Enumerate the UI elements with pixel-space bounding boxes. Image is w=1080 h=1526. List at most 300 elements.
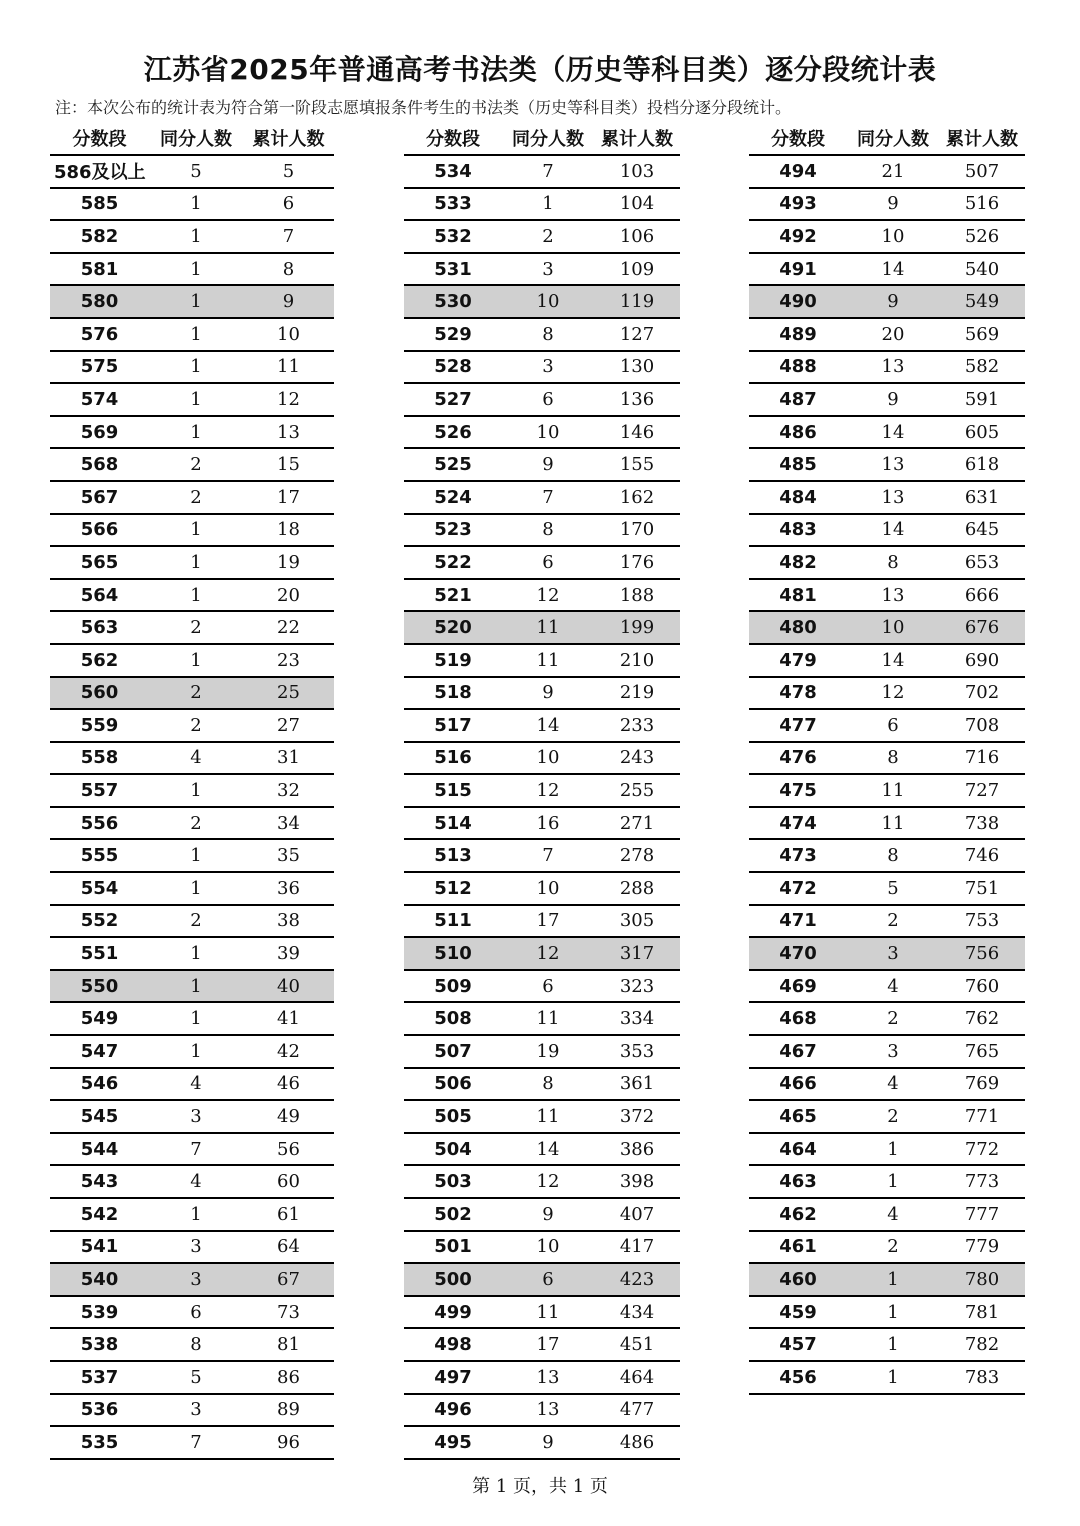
cumulative-cell: 23: [277, 649, 300, 671]
cumulative-cell: 727: [964, 780, 1000, 802]
table-row: [404, 286, 680, 319]
score-table-2: [404, 122, 680, 1460]
cumulative-cell: 5: [282, 160, 295, 182]
score-cell: 512: [434, 877, 472, 899]
score-cell: 502: [434, 1203, 472, 1225]
score-cell: 473: [779, 845, 817, 867]
table-row: [50, 580, 334, 613]
same-count-cell: 13: [881, 454, 905, 476]
table-row: [404, 1264, 680, 1297]
table-row: [50, 1036, 334, 1069]
table-header: [749, 122, 1025, 156]
score-cell: 491: [779, 258, 817, 280]
score-cell: 533: [434, 193, 472, 215]
table-row: [749, 743, 1025, 776]
score-cell: 505: [434, 1106, 472, 1128]
score-cell: 466: [779, 1073, 817, 1095]
cumulative-cell: 417: [619, 1236, 655, 1258]
same-count-cell: 1: [190, 1008, 202, 1030]
table-row: [404, 906, 680, 939]
same-count-cell: 3: [190, 1399, 202, 1421]
score-cell: 487: [779, 388, 817, 410]
table-row: [404, 1003, 680, 1036]
cumulative-cell: 769: [964, 1073, 1000, 1095]
cumulative-cell: 39: [277, 943, 300, 965]
cumulative-cell: 760: [964, 975, 1000, 997]
score-cell: 581: [80, 258, 119, 280]
score-cell: 563: [80, 617, 119, 639]
same-count-cell: 6: [542, 975, 554, 997]
table-row: [50, 710, 334, 743]
table-row: [404, 1297, 680, 1330]
cumulative-cell: 746: [964, 845, 1000, 867]
table-row: [749, 1199, 1025, 1232]
table-row: [404, 1232, 680, 1265]
table-row: [50, 906, 334, 939]
same-count-cell: 1: [190, 584, 202, 606]
header-same-count: 同分人数: [512, 129, 584, 150]
header-same-count: 同分人数: [159, 129, 232, 150]
table-row: [50, 938, 334, 971]
score-cell: 576: [80, 323, 119, 345]
same-count-cell: 2: [887, 1236, 899, 1258]
cumulative-cell: 569: [964, 323, 1000, 345]
table-row: [749, 1362, 1025, 1395]
same-count-cell: 1: [887, 1268, 899, 1290]
same-count-cell: 1: [190, 975, 202, 997]
score-cell: 568: [80, 454, 119, 476]
score-cell: 495: [434, 1431, 472, 1453]
cumulative-cell: 38: [277, 910, 300, 932]
cumulative-cell: 8: [282, 258, 295, 280]
same-count-cell: 4: [887, 1203, 899, 1225]
cumulative-cell: 386: [619, 1138, 655, 1160]
same-count-cell: 12: [536, 1171, 560, 1193]
cumulative-cell: 631: [964, 486, 1000, 508]
table-row: [50, 1232, 334, 1265]
table-row: [749, 906, 1025, 939]
cumulative-cell: 188: [619, 584, 655, 606]
same-count-cell: 3: [542, 356, 554, 378]
table-row: [404, 1134, 680, 1167]
same-count-cell: 10: [881, 225, 905, 247]
score-cell: 562: [80, 649, 119, 671]
same-count-cell: 6: [542, 1268, 554, 1290]
same-count-cell: 14: [881, 649, 905, 671]
same-count-cell: 8: [190, 1334, 202, 1356]
cumulative-cell: 27: [277, 714, 300, 736]
table-row: [749, 417, 1025, 450]
cumulative-cell: 407: [619, 1203, 655, 1225]
table-row: [50, 221, 334, 254]
cumulative-cell: 676: [964, 617, 1000, 639]
score-cell: 459: [779, 1301, 817, 1323]
score-cell: 479: [779, 649, 817, 671]
table-row: [404, 678, 680, 711]
table-row: [749, 1036, 1025, 1069]
cumulative-cell: 61: [277, 1203, 300, 1225]
table-row: [50, 775, 334, 808]
table-row: [749, 678, 1025, 711]
cumulative-cell: 540: [964, 258, 1000, 280]
score-cell: 574: [80, 388, 119, 410]
table-row: [749, 189, 1025, 222]
header-cumulative: 累计人数: [601, 129, 673, 150]
cumulative-cell: 772: [964, 1138, 1000, 1160]
same-count-cell: 2: [190, 682, 202, 704]
cumulative-cell: 64: [277, 1236, 300, 1258]
header-cumulative: 累计人数: [252, 129, 325, 150]
score-cell: 477: [779, 714, 817, 736]
score-cell: 490: [779, 291, 817, 313]
same-count-cell: 5: [190, 160, 202, 182]
cumulative-cell: 361: [619, 1073, 655, 1095]
same-count-cell: 1: [887, 1171, 899, 1193]
cumulative-cell: 109: [619, 258, 655, 280]
score-cell: 503: [434, 1171, 472, 1193]
table-row: [50, 156, 334, 189]
cumulative-cell: 507: [964, 160, 1000, 182]
same-count-cell: 1: [190, 845, 202, 867]
score-cell: 551: [80, 943, 119, 965]
table-row: [50, 319, 334, 352]
score-cell: 493: [779, 193, 817, 215]
table-row: [50, 1427, 334, 1460]
same-count-cell: 4: [887, 1073, 899, 1095]
cumulative-cell: 233: [619, 714, 655, 736]
same-count-cell: 12: [881, 682, 905, 704]
cumulative-cell: 41: [277, 1008, 300, 1030]
table-row: [50, 1297, 334, 1330]
cumulative-cell: 36: [277, 877, 300, 899]
cumulative-cell: 20: [277, 584, 300, 606]
cumulative-cell: 34: [277, 812, 300, 834]
same-count-cell: 1: [887, 1301, 899, 1323]
table-row: [749, 1232, 1025, 1265]
cumulative-cell: 103: [619, 160, 655, 182]
score-cell: 520: [434, 617, 472, 639]
same-count-cell: 8: [887, 747, 899, 769]
same-count-cell: 1: [190, 291, 202, 313]
same-count-cell: 7: [542, 486, 554, 508]
header-score: 分数段: [426, 129, 480, 150]
cumulative-cell: 32: [277, 780, 300, 802]
table-row: [404, 1329, 680, 1362]
same-count-cell: 12: [536, 780, 560, 802]
cumulative-cell: 15: [277, 454, 300, 476]
cumulative-cell: 86: [277, 1366, 300, 1388]
same-count-cell: 8: [542, 519, 554, 541]
table-row: [404, 1395, 680, 1428]
same-count-cell: 7: [542, 160, 554, 182]
table-row: [50, 1166, 334, 1199]
cumulative-cell: 17: [277, 486, 300, 508]
score-cell: 524: [434, 486, 472, 508]
table-row: [749, 710, 1025, 743]
cumulative-cell: 170: [619, 519, 655, 541]
cumulative-cell: 127: [619, 323, 655, 345]
same-count-cell: 2: [190, 617, 202, 639]
table-row: [50, 971, 334, 1004]
same-count-cell: 21: [881, 160, 905, 182]
table-row: [749, 612, 1025, 645]
table-row: [404, 743, 680, 776]
score-cell: 456: [779, 1366, 817, 1388]
same-count-cell: 14: [536, 1138, 560, 1160]
cumulative-cell: 49: [277, 1106, 300, 1128]
score-cell: 575: [80, 356, 119, 378]
cumulative-cell: 708: [964, 714, 1000, 736]
table-header: [404, 122, 680, 156]
score-cell: 467: [779, 1040, 817, 1062]
table-row: [50, 840, 334, 873]
table-row: [404, 840, 680, 873]
table-row: [404, 971, 680, 1004]
same-count-cell: 9: [542, 682, 554, 704]
table-row: [749, 808, 1025, 841]
cumulative-cell: 605: [964, 421, 1000, 443]
table-row: [749, 319, 1025, 352]
cumulative-cell: 119: [619, 291, 655, 313]
same-count-cell: 6: [190, 1301, 202, 1323]
header-score: 分数段: [771, 129, 825, 150]
score-cell: 514: [434, 812, 472, 834]
score-cell: 522: [434, 551, 472, 573]
cumulative-cell: 130: [619, 356, 655, 378]
cumulative-cell: 702: [964, 682, 1000, 704]
cumulative-cell: 305: [619, 910, 655, 932]
table-row: [50, 1069, 334, 1102]
table-note: 注：本次公布的统计表为符合第一阶段志愿填报条件考生的书法类（历史等科目类）投档分逐分段统计。: [55, 98, 792, 117]
cumulative-cell: 690: [964, 649, 1000, 671]
cumulative-cell: 756: [964, 943, 1000, 965]
same-count-cell: 4: [190, 747, 202, 769]
cumulative-cell: 738: [964, 812, 1000, 834]
same-count-cell: 3: [190, 1268, 202, 1290]
cumulative-cell: 12: [277, 388, 300, 410]
cumulative-cell: 10: [277, 323, 300, 345]
table-row: [50, 1264, 334, 1297]
cumulative-cell: 765: [964, 1040, 1000, 1062]
score-cell: 525: [434, 454, 472, 476]
cumulative-cell: 773: [964, 1171, 1000, 1193]
cumulative-cell: 199: [619, 617, 655, 639]
same-count-cell: 1: [190, 551, 202, 573]
table-row: [404, 1101, 680, 1134]
table-row: [50, 612, 334, 645]
same-count-cell: 8: [887, 845, 899, 867]
same-count-cell: 1: [190, 1203, 202, 1225]
same-count-cell: 2: [887, 1008, 899, 1030]
cumulative-cell: 60: [277, 1171, 300, 1193]
table-row: [50, 1199, 334, 1232]
score-cell: 513: [434, 845, 472, 867]
score-cell: 580: [80, 291, 119, 313]
table-row: [404, 775, 680, 808]
score-cell: 567: [80, 486, 119, 508]
cumulative-cell: 288: [619, 877, 655, 899]
score-cell: 496: [434, 1399, 472, 1421]
score-cell: 521: [434, 584, 472, 606]
score-cell: 497: [434, 1366, 472, 1388]
table-row: [50, 808, 334, 841]
table-header: [50, 122, 334, 156]
same-count-cell: 1: [542, 193, 554, 215]
cumulative-cell: 782: [964, 1334, 1000, 1356]
score-cell: 469: [779, 975, 817, 997]
cumulative-cell: 618: [964, 454, 1000, 476]
score-cell: 465: [779, 1106, 817, 1128]
cumulative-cell: 486: [619, 1431, 655, 1453]
same-count-cell: 1: [190, 225, 202, 247]
score-cell: 457: [779, 1334, 817, 1356]
same-count-cell: 1: [887, 1138, 899, 1160]
cumulative-cell: 753: [964, 910, 1000, 932]
score-cell: 518: [434, 682, 472, 704]
table-row: [749, 515, 1025, 548]
score-cell: 556: [80, 812, 119, 834]
score-cell: 535: [80, 1431, 119, 1453]
same-count-cell: 2: [190, 714, 202, 736]
table-row: [404, 710, 680, 743]
score-table-1: [50, 122, 334, 1460]
same-count-cell: 2: [542, 225, 554, 247]
same-count-cell: 9: [542, 454, 554, 476]
score-cell: 585: [80, 193, 119, 215]
same-count-cell: 11: [536, 649, 560, 671]
cumulative-cell: 434: [619, 1301, 655, 1323]
same-count-cell: 1: [190, 388, 202, 410]
same-count-cell: 14: [881, 421, 905, 443]
same-count-cell: 1: [190, 356, 202, 378]
cumulative-cell: 42: [277, 1040, 300, 1062]
same-count-cell: 1: [190, 421, 202, 443]
cumulative-cell: 779: [964, 1236, 1000, 1258]
score-cell: 547: [80, 1040, 119, 1062]
same-count-cell: 10: [536, 877, 560, 899]
table-row: [404, 319, 680, 352]
cumulative-cell: 18: [277, 519, 300, 541]
score-cell: 564: [80, 584, 119, 606]
table-row: [749, 938, 1025, 971]
score-cell: 482: [779, 551, 817, 573]
score-cell: 552: [80, 910, 119, 932]
score-cell: 506: [434, 1073, 472, 1095]
table-row: [50, 1329, 334, 1362]
cumulative-cell: 22: [277, 617, 300, 639]
score-cell: 461: [779, 1236, 817, 1258]
cumulative-cell: 781: [964, 1301, 1000, 1323]
score-cell: 486: [779, 421, 817, 443]
table-row: [404, 417, 680, 450]
table-row: [404, 449, 680, 482]
score-cell: 519: [434, 649, 472, 671]
same-count-cell: 2: [887, 1106, 899, 1128]
score-cell: 498: [434, 1334, 472, 1356]
score-cell: 559: [80, 714, 119, 736]
score-cell: 489: [779, 323, 817, 345]
score-cell: 526: [434, 421, 472, 443]
table-row: [50, 1003, 334, 1036]
cumulative-cell: 317: [619, 943, 655, 965]
same-count-cell: 9: [887, 291, 899, 313]
table-row: [749, 1297, 1025, 1330]
table-row: [404, 221, 680, 254]
score-cell: 569: [80, 421, 119, 443]
score-cell: 537: [80, 1366, 119, 1388]
table-row: [749, 352, 1025, 385]
cumulative-cell: 13: [277, 421, 300, 443]
table-row: [404, 547, 680, 580]
table-row: [749, 547, 1025, 580]
table-row: [50, 189, 334, 222]
cumulative-cell: 777: [964, 1203, 1000, 1225]
same-count-cell: 7: [542, 845, 554, 867]
table-row: [404, 612, 680, 645]
cumulative-cell: 176: [619, 551, 655, 573]
cumulative-cell: 243: [619, 747, 655, 769]
table-row: [404, 1362, 680, 1395]
score-cell: 494: [779, 160, 817, 182]
cumulative-cell: 783: [964, 1366, 1000, 1388]
same-count-cell: 1: [190, 193, 202, 215]
score-cell: 582: [80, 225, 119, 247]
same-count-cell: 8: [887, 551, 899, 573]
score-cell: 532: [434, 225, 472, 247]
table-row: [404, 189, 680, 222]
table-row: [50, 384, 334, 417]
same-count-cell: 10: [536, 1236, 560, 1258]
table-row: [749, 1003, 1025, 1036]
same-count-cell: 1: [190, 1040, 202, 1062]
cumulative-cell: 25: [277, 682, 300, 704]
score-cell: 468: [779, 1008, 817, 1030]
score-cell: 542: [80, 1203, 119, 1225]
cumulative-cell: 451: [619, 1334, 655, 1356]
table-row: [404, 515, 680, 548]
score-cell: 541: [80, 1236, 119, 1258]
same-count-cell: 1: [190, 780, 202, 802]
same-count-cell: 20: [881, 323, 905, 345]
table-row: [749, 1134, 1025, 1167]
table-row: [404, 1166, 680, 1199]
same-count-cell: 4: [190, 1073, 202, 1095]
same-count-cell: 1: [190, 519, 202, 541]
cumulative-cell: 334: [619, 1008, 655, 1030]
same-count-cell: 11: [881, 812, 905, 834]
table-row: [50, 1134, 334, 1167]
table-row: [404, 254, 680, 287]
cumulative-cell: 666: [964, 584, 1000, 606]
score-cell: 557: [80, 780, 119, 802]
score-cell: 476: [779, 747, 817, 769]
same-count-cell: 11: [536, 1106, 560, 1128]
score-cell: 507: [434, 1040, 472, 1062]
score-cell: 471: [779, 910, 817, 932]
cumulative-cell: 278: [619, 845, 655, 867]
score-cell: 545: [80, 1106, 119, 1128]
same-count-cell: 3: [887, 1040, 899, 1062]
score-cell: 499: [434, 1301, 472, 1323]
table-row: [404, 1069, 680, 1102]
cumulative-cell: 162: [619, 486, 655, 508]
score-cell: 460: [779, 1268, 817, 1290]
cumulative-cell: 762: [964, 1008, 1000, 1030]
same-count-cell: 7: [190, 1431, 202, 1453]
same-count-cell: 10: [536, 747, 560, 769]
cumulative-cell: 11: [277, 356, 300, 378]
page-title: 江苏省2025年普通高考书法类（历史等科目类）逐分段统计表: [143, 53, 937, 86]
